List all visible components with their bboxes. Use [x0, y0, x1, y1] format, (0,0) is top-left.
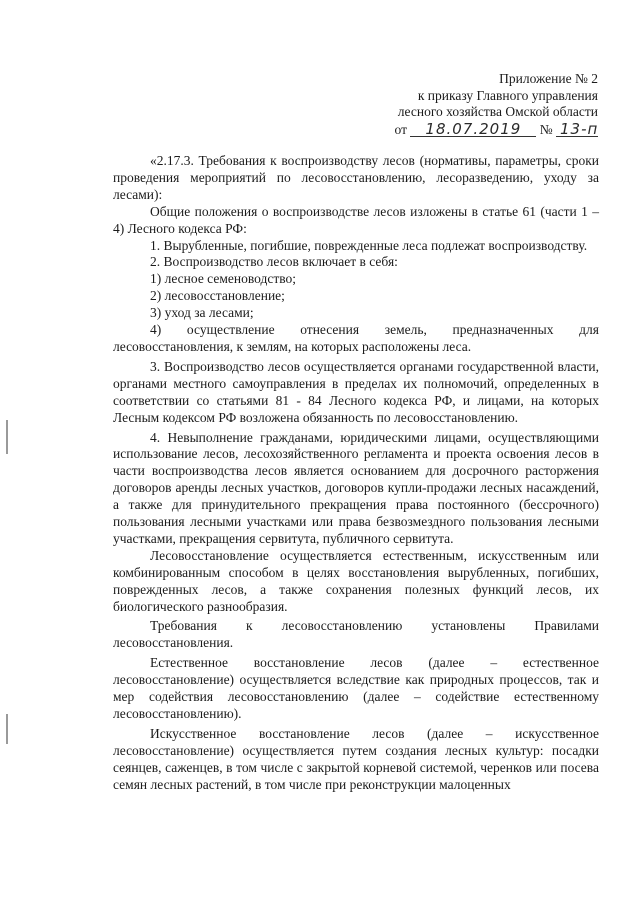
paragraph-artificial-reforestation: Искусственное восстановление лесов (далее – искусственное лесовосстановление) осуществляется путем создания лесных культур: посадки сеянцев, саженцев, в том числе с закрытой корневой системой, черенков или посева семян лесных растений, в том числе при реконструкции малоценных — [113, 725, 599, 792]
document-body — [113, 153, 599, 794]
scan-mark-bottom — [6, 714, 8, 744]
handwritten-date: 18.07.2019 — [410, 122, 536, 137]
list-item-seed-production: 1) лесное семеноводство; — [150, 271, 297, 287]
paragraph-clause-2: 2. Воспроизводство лесов включает в себя: — [150, 254, 398, 270]
paragraph-general-provisions: Общие положения о воспроизводстве лесов изложены в статье 61 (части 1 – 4) Лесного кодекса РФ: — [113, 203, 599, 236]
order-date-line — [318, 119, 599, 139]
paragraph-land-assignment: 4) осуществление отнесения земель, предназначенных для лесовосстановления, к землям, на которых расположены леса. — [113, 322, 599, 354]
list-item-forest-care: 3) уход за лесами; — [150, 305, 254, 321]
appendix-title: Приложение № 2 — [499, 71, 598, 86]
scan-mark-top — [6, 420, 8, 454]
handwritten-number: 13-п — [556, 122, 598, 137]
date-prefix: от — [394, 121, 407, 137]
order-reference: к приказу Главного управления — [417, 87, 598, 103]
paragraph-requirements-heading: «2.17.3. Требования к воспроизводству лесов (нормативы, параметры, сроки проведения мероприятий по лесовосстановлению, лесоразведению, уходу за лесами): — [113, 153, 599, 202]
list-item-reforestation: 2) лесовосстановление; — [150, 288, 285, 304]
paragraph-reforestation-rules: Требования к лесовосстановлению установлены Правилами лесовосстановления. — [113, 618, 599, 651]
paragraph-clause-3: 3. Воспроизводство лесов осуществляется органами государственной власти, органами местного самоуправления в пределах их полномочий, определенных в соответствии со статьями 81 - 84 Лесного кодекса РФ, и лицами, на которых Лесным кодексом РФ возложена обязанность по лесовосстановлению. — [113, 358, 599, 425]
authority-name: лесного хозяйства Омской области — [397, 104, 598, 119]
paragraph-clause-1: 1. Вырубленные, погибшие, поврежденные леса подлежат воспроизводству. — [150, 237, 588, 253]
number-prefix: № — [539, 121, 553, 137]
paragraph-natural-reforestation: Естественное восстановление лесов (далее – естественное лесовосстановление) осуществляется вследствие как природных процессов, так и мер содействия лесовосстановлению (далее – содействие естественному лесовосстановлению). — [113, 655, 599, 721]
paragraph-reforestation-methods: Лесовосстановление осуществляется естественным, искусственным или комбинированным способом в целях восстановления вырубленных, погибших, поврежденных лесов, а также сохранения полезных функций лесов, их биологического разнообразия. — [113, 547, 599, 614]
paragraph-clause-4: 4. Невыполнение гражданами, юридическими лицами, осуществляющими использование лесов, лесохозяйственного регламента и проекта освоения лесов в части воспроизводства лесов является основанием для досрочного расторжения договоров аренды лесных участков, договоров купли-продажи лесных насаждений, а также для принудительного прекращения права постоянного (бессрочного) пользования лесными участками или права безвозмездного пользования лесными участками, прекращения сервитута, публичного сервитута. — [113, 429, 599, 546]
appendix-header — [318, 71, 598, 138]
